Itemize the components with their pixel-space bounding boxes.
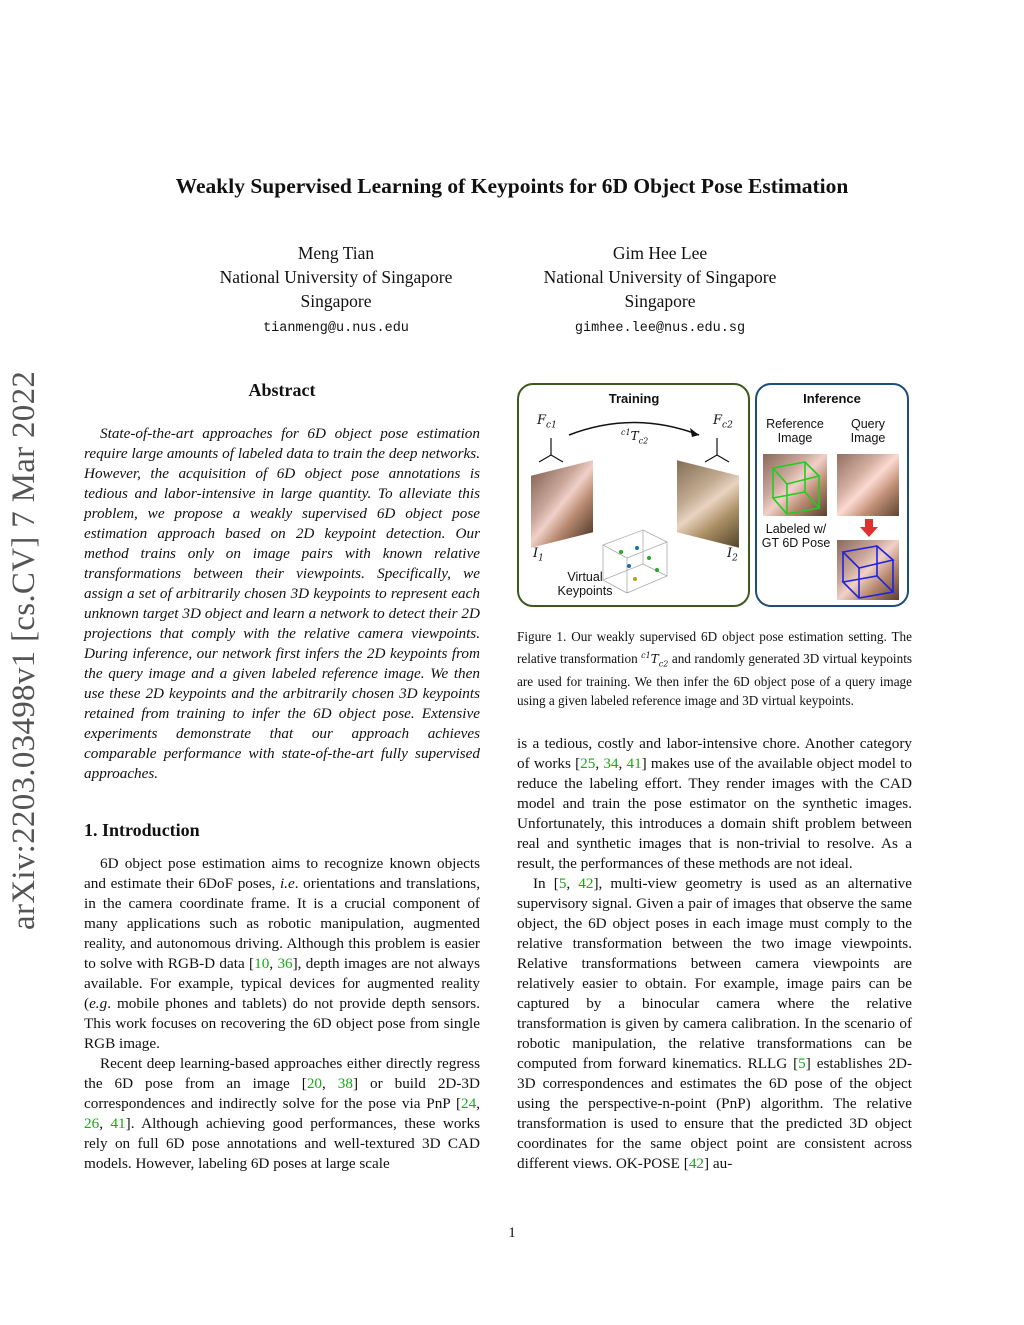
keypoint-dot (647, 556, 651, 560)
camera-axes-left (539, 438, 563, 462)
author-affiliation: National University of Singapore (219, 267, 453, 287)
author-location: Singapore (300, 291, 372, 311)
transform-arrow-line (569, 423, 699, 436)
author-name: Meng Tian (297, 243, 375, 263)
reference-pose-box (763, 454, 827, 516)
keypoint-dot (635, 546, 639, 550)
citation-link[interactable]: 41 (626, 755, 642, 772)
labeled-gt-label: Labeled w/ GT 6D Pose (761, 522, 831, 550)
citation-link[interactable]: 10 (254, 955, 270, 972)
right-column (517, 734, 912, 1174)
author-location: Singapore (624, 291, 696, 311)
citation-link[interactable]: 26 (84, 1115, 100, 1132)
virtual-keypoints-label: Virtual Keypoints (557, 570, 613, 598)
keypoint-dot (633, 577, 637, 581)
left-column (84, 380, 480, 1174)
frame-label-fc1: $F_{c1}$ (537, 413, 557, 431)
citation-link[interactable]: 5 (798, 1055, 806, 1072)
citation-link[interactable]: 20 (306, 1075, 322, 1092)
author-email[interactable]: tianmeng@u.nus.edu (263, 321, 409, 336)
transform-arrowhead (690, 428, 699, 437)
page-number: 1 (508, 1225, 516, 1241)
relative-transform-label: $^{c1}T_{c2}$ (621, 428, 649, 446)
predicted-pose-box (837, 540, 899, 600)
right-paragraph-1: is a tedious, costly and labor-intensive chore. Another category of works [25, 34, 41] makes use of the available object model to reduce the labeling effort. They render images with the CAD model and train the pose estimator on the synthetic images. Unfortunately, this introduces a domain shift problem between real and synthetic images that is non-trivial to resolve. As a result, the performances of these methods are not ideal. (517, 735, 912, 872)
figure-1-caption: Figure 1. Our weakly supervised 6D object pose estimation setting. The relative transformation $^{c1}T_{c2}$ and randomly generated 3D virtual keypoints are used for training. We then infer the 6D object pose of a query image using a given labeled reference image and 3D virtual keypoints. (517, 629, 912, 708)
caption-math-transform: $^{c1}T_{c2}$ (641, 650, 669, 668)
figure-1 (517, 380, 912, 608)
citation-link[interactable]: 5 (558, 875, 567, 892)
section-heading-introduction: 1. Introduction (84, 820, 200, 840)
intro-paragraph-1: 6D object pose estimation aims to recognize known objects and estimate their 6DoF poses, i.e. orientations and translations, in the camera coordinate frame. It is a crucial component of many applications such as robotic manipulation, augmented reality, and autonomous driving. Although this problem is easier to solve with RGB-D data [10, 36], depth images are not always available. For example, typical devices for augmented reality (e.g. mobile phones and tablets) do not provide depth sensors. This work focuses on recovering the 6D object pose from single RGB image. (84, 855, 480, 1052)
keypoint-dot (627, 564, 631, 568)
author-email[interactable]: gimhee.lee@nus.edu.sg (574, 321, 746, 336)
abstract-heading: Abstract (248, 380, 316, 400)
paper-title: Weakly Supervised Learning of Keypoints for 6D Object Pose Estimation (175, 174, 849, 198)
training-image-2 (677, 460, 739, 547)
arxiv-identifier: arXiv:2203.03498v1 [cs.CV] 7 Mar 2022 (6, 370, 42, 930)
image-label-i2: $I_2$ (727, 546, 738, 564)
query-image (837, 454, 899, 516)
author-block-1 (166, 241, 506, 341)
author-block-2 (490, 241, 830, 341)
citation-link[interactable]: 38 (337, 1075, 353, 1092)
keypoint-dot (655, 568, 659, 572)
citation-link[interactable]: 36 (277, 955, 293, 972)
camera-axes-right (705, 438, 729, 462)
reference-image-label: Reference Image (766, 417, 824, 445)
keypoint-dot (619, 550, 623, 554)
query-image-label: Query Image (850, 417, 886, 445)
citation-link[interactable]: 42 (578, 875, 594, 892)
citation-link[interactable]: 24 (461, 1095, 477, 1112)
right-paragraph-2: In [5, 42], multi-view geometry is used as an alternative supervisory signal. Given a pair of images that observe the same object, the 6D object poses in each image must comply to the relative transformation between the two image viewpoints. Relative transformations between camera viewpoints are relatively easier to obtain. For example, image pairs can be captured by a binocular camera where the relative transformation is given by camera calibration. In the scenario of robotic manipulation, the relative transformations can be computed from forward kinematics. RLLG [5] establishes 2D-3D correspondences and estimates the 6D pose of the object using the perspective-n-point (PnP) algorithm. The relative transformation is used to ensure that the predicted 3D object coordinates for the same object point are consistent across different views. OK-POSE [42] au- (517, 875, 912, 1172)
image-label-i1: $I_1$ (533, 546, 544, 564)
abstract-text: State-of-the-art approaches for 6D object pose estimation require large amounts of labeled data to train the deep networks. However, the acquisition of 6D object pose annotations is tedious and labor-intensive in large quantity. To alleviate this problem, we propose a weakly supervised 6D object pose estimation approach based on 2D keypoint detection. Our method trains only on image pairs with known relative transformations between their viewpoints. Specifically, we assign a set of arbitrarily chosen 3D keypoints to represent each unknown target 3D object and learn a network to detect their 2D projections that comply with the relative camera viewpoints. During inference, our network first infers the 2D keypoints from the query image and a given labeled reference image. We then use these 2D keypoints and the arbitrarily chosen 3D keypoints retained from training to infer the 6D object pose. Extensive experiments demonstrate that our approach achieves comparable performance with state-of-the-art fully supervised approaches. (84, 425, 480, 782)
intro-paragraph-2: Recent deep learning-based approaches either directly regress the 6D pose from an image [20, 38] or build 2D-3D correspondences and indirectly solve for the pose via PnP [24, 26, 41]. Although achieving good performances, these works rely on full 6D pose annotations and well-textured 3D CAD models. However, labeling 6D poses at large scale (84, 1055, 480, 1172)
citation-link[interactable]: 41 (110, 1115, 126, 1132)
down-arrow-icon (859, 518, 879, 538)
citation-link[interactable]: 25 (580, 755, 596, 772)
training-label: Training (608, 391, 660, 406)
citation-link[interactable]: 42 (688, 1155, 705, 1172)
inference-label: Inference (803, 391, 861, 406)
author-name: Gim Hee Lee (612, 243, 708, 263)
citation-link[interactable]: 34 (603, 755, 619, 772)
frame-label-fc2: $F_{c2}$ (713, 413, 733, 431)
author-affiliation: National University of Singapore (543, 267, 777, 287)
